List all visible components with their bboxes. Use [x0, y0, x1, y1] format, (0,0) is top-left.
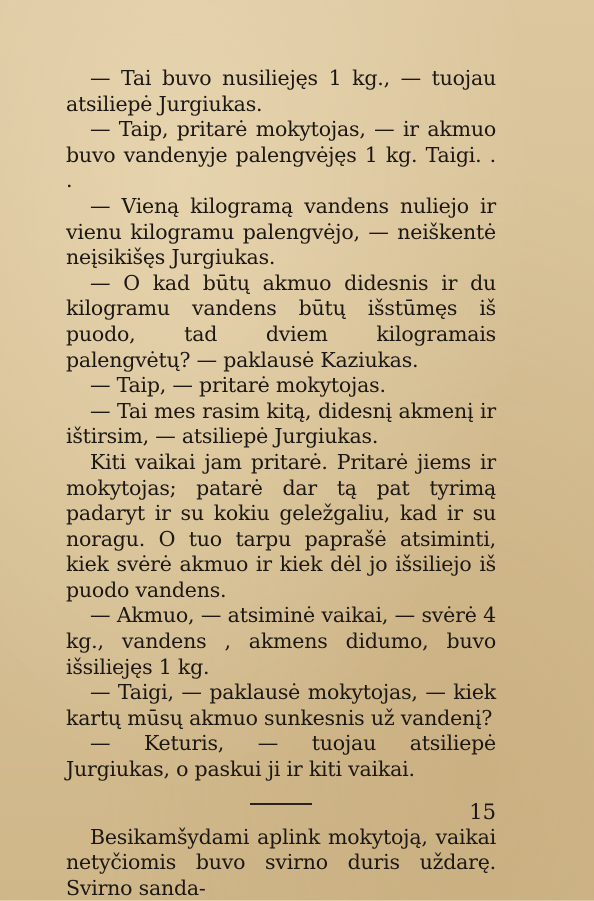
page-number: 15 — [469, 800, 496, 824]
paragraph-9: — Taigi, — paklausė mokytojas, — kiek kartų mūsų akmuo sunkesnis už vandenį? — [66, 680, 496, 730]
paragraph-10: — Keturis, — tuojau atsiliepė Jurgiukas, o paskui ji ir kiti vaikai. — [66, 731, 496, 782]
paragraph-4: — O kad būtų akmuo didesnis ir du kilogramu vandens būtų išstūmęs iš puodo, tad dviem kilogramais palengvėtų? — paklausė Kaziukas. — [66, 270, 496, 372]
paragraph-5: — Taip, — pritarė mokytojas. — [90, 373, 386, 398]
paragraph-7: Kiti vaikai jam pritarė. Pritarė jiems ir mokytojas; patarė dar tą pat tyrimą padaryt ir su kokiu geležgaliu, kad ir su noragu. O tuo tarpu paprašė atsiminti, kiek svėrė akmuo ir kiek dėl jo išsiliejo iš puodo vandens. — [66, 449, 496, 602]
section-divider — [250, 803, 312, 805]
paragraph-3: — Vieną kilogramą vandens nuliejo ir vienu kilogramu palengvėjo, — neiškentė neįsikišęs Jurgiukas. — [66, 193, 496, 270]
paragraph-11: Besikamšydami aplink mokytoją, vaikai netyčiomis buvo svirno duris uždarę. Svirno sanda- — [66, 824, 496, 900]
paragraph-8: — Akmuo, — atsiminė vaikai, — svėrė 4 kg., vandens , akmens didumo, buvo išsiliejęs 1 kg. — [66, 603, 496, 679]
book-page — [66, 66, 496, 900]
paragraph-1: — Tai buvo nusiliejęs 1 kg., — tuojau atsiliepė Jurgiukas. — [66, 66, 496, 116]
paragraph-2: — Taip, pritarė mokytojas, — ir akmuo buvo vandenyje palengvėjęs 1 kg. Taigi. . . — [66, 117, 496, 193]
paragraph-6: — Tai mes rasim kitą, didesnį akmenį ir ištirsim, — atsiliepė Jurgiukas. — [66, 398, 496, 449]
page-text — [66, 66, 496, 901]
